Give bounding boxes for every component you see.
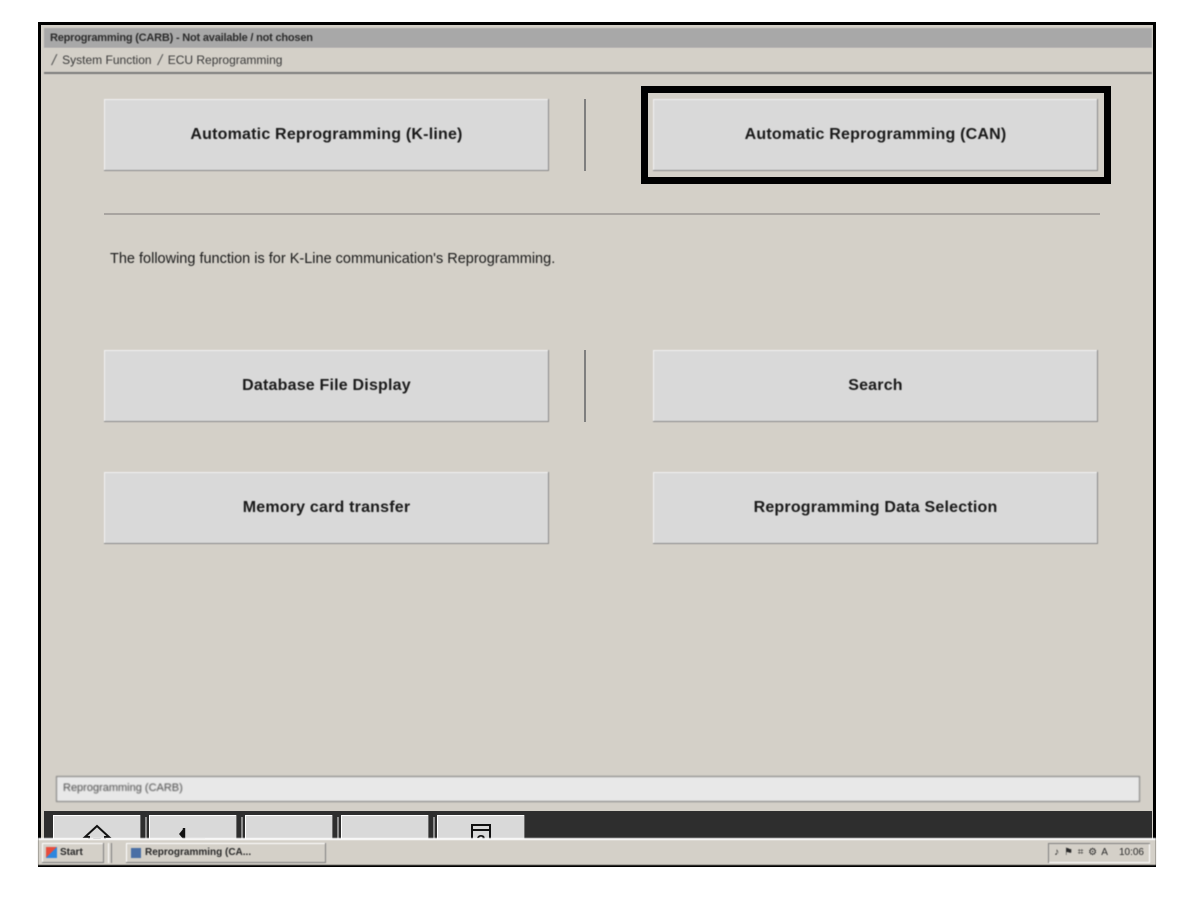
start-button-label: Start: [60, 847, 83, 858]
breadcrumb-item-ecu-reprogramming[interactable]: ECU Reprogramming: [167, 53, 283, 67]
application-icon: [131, 848, 141, 858]
taskbar-task-label: Reprogramming (CA...: [145, 847, 252, 858]
window-title: Reprogramming (CARB) - Not available / not chosen: [50, 32, 313, 44]
taskbar-divider: [108, 843, 112, 863]
database-file-display-button[interactable]: Database File Display: [104, 350, 549, 422]
column-separator: [584, 350, 586, 422]
section-divider: [104, 213, 1100, 215]
kline-note-text: The following function is for K-Line communication's Reprogramming.: [110, 251, 556, 267]
search-button[interactable]: Search: [653, 350, 1098, 422]
memory-card-transfer-button[interactable]: Memory card transfer: [104, 472, 549, 544]
breadcrumb: [44, 48, 1152, 74]
window-titlebar: [44, 28, 1152, 48]
automatic-reprogramming-can-button[interactable]: Automatic Reprogramming (CAN): [653, 99, 1098, 171]
taskbar-task-reprogramming[interactable]: [126, 843, 326, 863]
start-button[interactable]: [42, 843, 104, 863]
automatic-reprogramming-kline-button[interactable]: Automatic Reprogramming (K-line): [104, 99, 549, 171]
windows-flag-icon: [46, 847, 57, 858]
reprogramming-data-selection-button[interactable]: Reprogramming Data Selection: [653, 472, 1098, 544]
status-message-field: Reprogramming (CARB): [56, 776, 1140, 802]
slash-separator-icon: /: [155, 51, 164, 69]
client-area: [44, 76, 1152, 811]
tray-icons: ♪ ⚑ ⌗ ⚙ A: [1054, 847, 1109, 858]
system-tray[interactable]: [1048, 843, 1150, 863]
breadcrumb-item-system-function[interactable]: System Function: [62, 53, 152, 67]
column-separator: [584, 99, 586, 171]
os-taskbar: [38, 838, 1156, 865]
taskbar-clock: 10:06: [1118, 847, 1144, 858]
slash-separator-icon: /: [50, 51, 58, 69]
application-window: [38, 22, 1156, 867]
